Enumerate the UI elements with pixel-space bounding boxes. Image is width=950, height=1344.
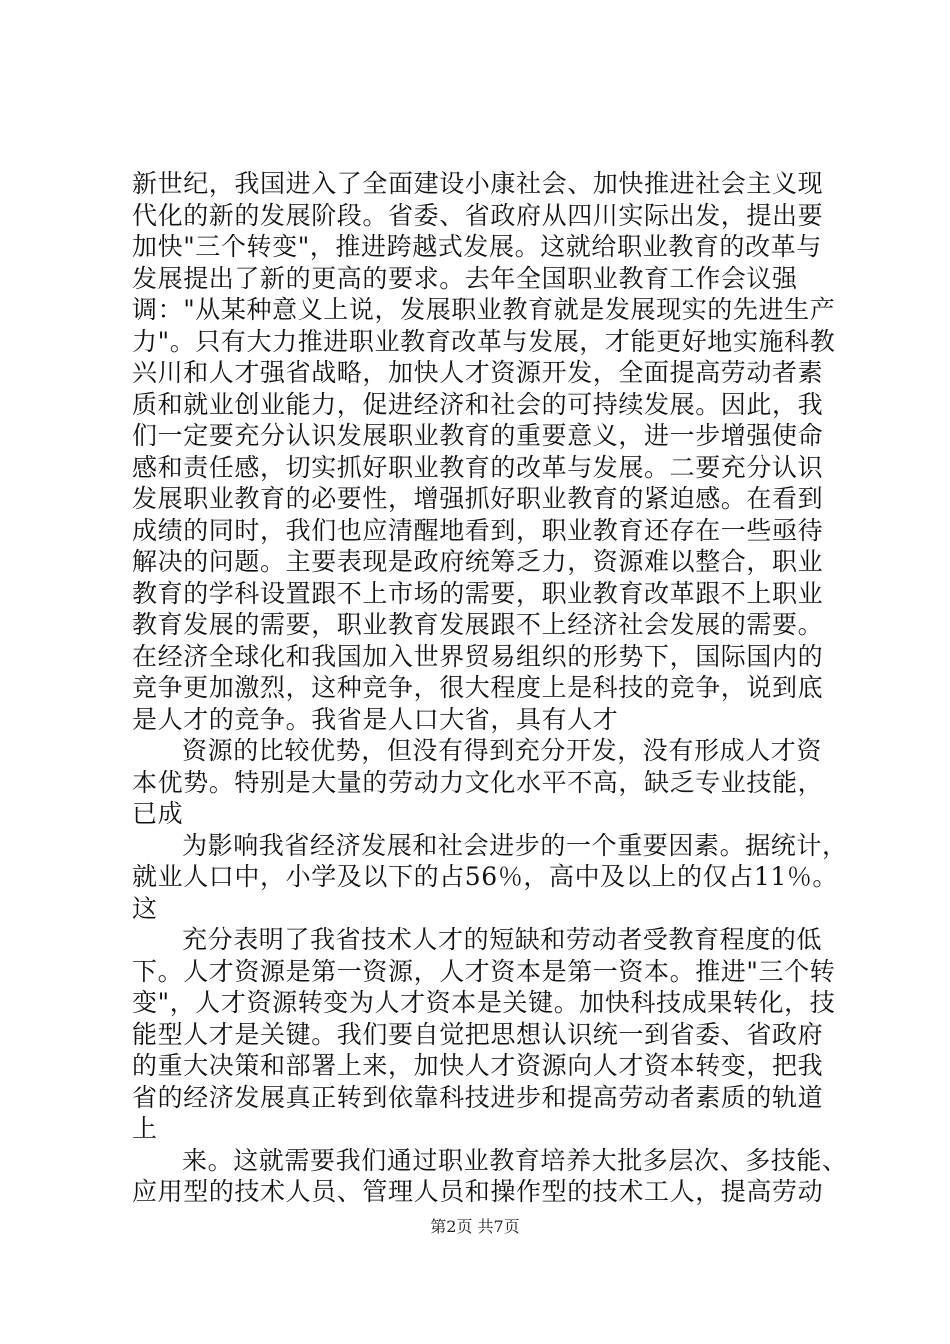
text-line: 上: [132, 1114, 158, 1143]
text-line: 加快"三个转变"，推进跨越式发展。这就给职业教育的改革与: [132, 232, 822, 261]
text-line: 调："从某种意义上说，发展职业教育就是发展现实的先进生产: [132, 295, 836, 324]
text-line: 代化的新的发展阶段。省委、省政府从四川实际出发，提出要: [132, 200, 824, 230]
text-line: 解决的问题。主要表现是政府统筹乏力，资源难以整合，职业: [132, 547, 824, 576]
text-line: 新世纪，我国进入了全面建设小康社会、加快推进社会主义现: [132, 169, 824, 198]
text-line: 竞争更加激烈，这种竞争，很大程度上是科技的竞争，说到底: [132, 673, 824, 702]
text-line: 变"，人才资源转变为人才资本是关键。加快科技成果转化，技: [132, 988, 836, 1017]
text-line: 教育发展的需要，职业教育发展跟不上经济社会发展的需要。: [132, 610, 824, 639]
text-line: 本优势。特别是大量的劳动力文化水平不高，缺乏专业技能，: [132, 767, 824, 797]
page-footer: 第2页 共7页: [430, 1217, 520, 1236]
text-line: 下。人才资源是第一资源，人才资本是第一资本。推进"三个转: [132, 956, 836, 986]
text-line: 是人才的竞争。我省是人口大省，具有人才: [132, 704, 619, 734]
text-line: 为影响我省经济发展和社会进步的一个重要因素。据统计，: [182, 830, 848, 860]
text-line: 充分表明了我省技术人才的短缺和劳动者受教育程度的低: [182, 925, 823, 954]
text-line: 的重大决策和部署上来，加快人才资源向人才资本转变，把我: [132, 1051, 824, 1080]
text-line: 这: [132, 893, 158, 923]
text-line: 来。这就需要我们通过职业教育培养大批多层次、多技能、: [182, 1145, 848, 1175]
text-line: 省的经济发展真正转到依靠科技进步和提高劳动者素质的轨道: [132, 1082, 824, 1112]
text-line: 感和责任感，切实抓好职业教育的改革与发展。二要充分认识: [132, 452, 824, 482]
text-line: 就业人口中，小学及以下的占56％，高中及以上的仅占11％。: [132, 862, 839, 891]
text-line: 能型人才是关键。我们要自觉把思想认识统一到省委、省政府: [132, 1019, 824, 1049]
text-line: 质和就业创业能力，促进经济和社会的可持续发展。因此，我: [132, 389, 824, 419]
text-line: 发展提出了新的更高的要求。去年全国职业教育工作会议强: [132, 263, 798, 293]
text-line: 成绩的同时，我们也应清醒地看到，职业教育还存在一些亟待: [132, 515, 824, 545]
text-line: 已成: [132, 799, 184, 828]
text-line: 资源的比较优势，但没有得到充分开发，没有形成人才资: [182, 736, 823, 765]
document-body: [132, 168, 848, 1208]
text-line: 发展职业教育的必要性，增强抓好职业教育的紧迫感。在看到: [132, 484, 824, 513]
text-line: 兴川和人才强省战略，加快人才资源开发，全面提高劳动者素: [132, 358, 824, 387]
text-line: 在经济全球化和我国加入世界贸易组织的形势下，国际国内的: [132, 641, 824, 671]
text-line: 应用型的技术人员、管理人员和操作型的技术工人，提高劳动: [132, 1177, 824, 1206]
text-line: 力"。只有大力推进职业教育改革与发展，才能更好地实施科教: [132, 326, 836, 356]
text-line: 们一定要充分认识发展职业教育的重要意义，进一步增强使命: [132, 421, 824, 450]
text-line: 教育的学科设置跟不上市场的需要，职业教育改革跟不上职业: [132, 578, 824, 608]
